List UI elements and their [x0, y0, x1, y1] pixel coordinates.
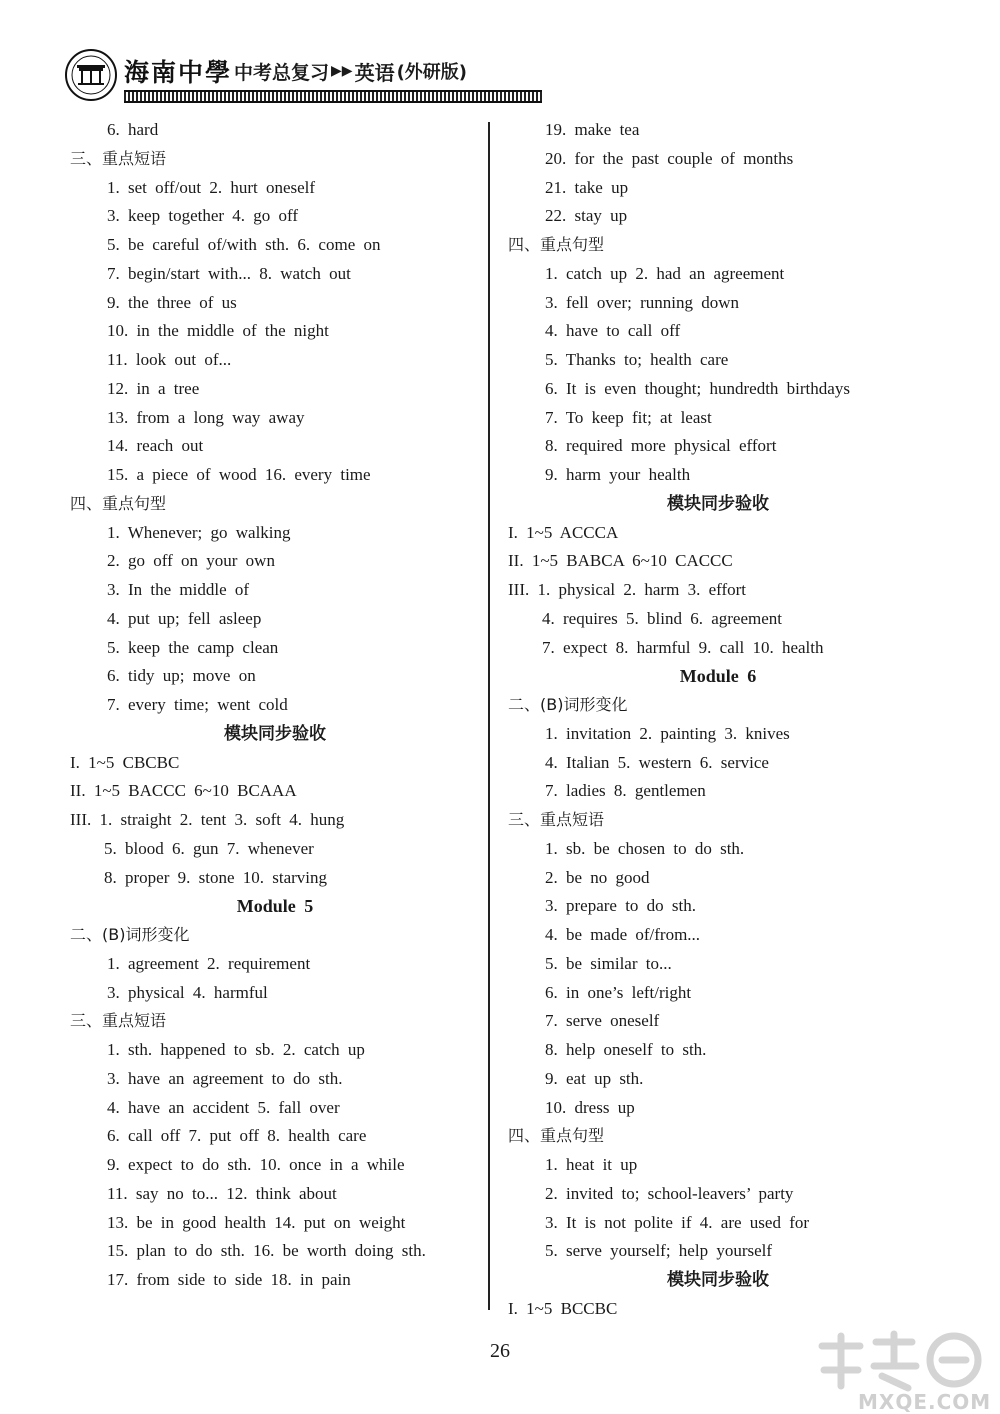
answer-line: 14. reach out — [107, 436, 204, 456]
answer-line: 11. look out of... — [107, 350, 232, 369]
answer-line: 8. required more physical effort — [545, 436, 777, 456]
answer-line: I. 1~5 BCCBC — [508, 1298, 618, 1318]
section-heading: 模块同步验收 — [667, 1270, 769, 1290]
subsection-heading: 四、重点句型 — [70, 493, 167, 513]
answer-line: 3. prepare to do sth. — [545, 896, 697, 916]
section-heading: 模块同步验收 — [667, 493, 769, 514]
watermark-text: MXQE.COM — [858, 1390, 992, 1414]
answer-line: 8. proper 9. stone 10. starving — [104, 867, 328, 887]
column-divider — [488, 122, 490, 1310]
answer-line: 5. Thanks to; health care — [545, 350, 729, 369]
subsection-heading: 二、(B)词形变化 — [70, 925, 190, 944]
section-heading: 模块同步验收 — [224, 723, 326, 744]
answer-line: 2. go off on your own — [107, 551, 275, 571]
answer-line: 1. agreement 2. requirement — [107, 953, 311, 973]
answer-line: 3. fell over; running down — [545, 292, 739, 312]
answer-line: 1. heat it up — [545, 1155, 638, 1174]
book-title: 中考总复习 — [234, 61, 330, 84]
arrow-icon: ▶▶ — [331, 63, 353, 79]
answer-line: III. 1. straight 2. tent 3. soft 4. hung — [70, 810, 345, 829]
answer-line: 13. be in good health 14. put on weight — [107, 1212, 406, 1232]
answer-line: II. 1~5 BACCC 6~10 BCAAA — [70, 781, 297, 801]
answer-line: 5. blood 6. gun 7. whenever — [104, 838, 314, 858]
answer-line: 6. It is even thought; hundredth birthdays — [545, 378, 850, 398]
answer-line: 2. be no good — [545, 867, 650, 887]
answer-line: 4. Italian 5. western 6. service — [545, 752, 769, 772]
subsection-heading: 三、重点短语 — [70, 1011, 167, 1031]
answer-line: 9. eat up sth. — [545, 1068, 644, 1088]
answer-line: 6. call off 7. put off 8. health care — [107, 1126, 367, 1146]
subsection-heading: 四、重点句型 — [508, 235, 605, 254]
answer-line: 7. begin/start with... 8. watch out — [107, 263, 351, 283]
subject-name: 英语 — [354, 60, 395, 85]
answer-line: 15. plan to do sth. 16. be worth doing sth. — [107, 1241, 426, 1261]
answer-line: 19. make tea — [545, 120, 640, 139]
answer-line: 4. put up; fell asleep — [107, 608, 262, 628]
answer-line: 9. expect to do sth. 10. once in a while — [107, 1155, 405, 1174]
page-number: 26 — [490, 1340, 510, 1362]
answer-line: 3. keep together 4. go off — [107, 206, 299, 226]
section-heading: Module 6 — [679, 666, 757, 687]
answer-line: 13. from a long way away — [107, 407, 305, 427]
answer-line: 9. the three of us — [107, 292, 237, 312]
answer-line: 7. serve oneself — [545, 1011, 660, 1031]
answer-line: 17. from side to side 18. in pain — [107, 1270, 351, 1289]
answer-line: III. 1. physical 2. harm 3. effort — [508, 580, 747, 599]
subsection-heading: 三、重点短语 — [508, 810, 605, 829]
answer-line: 15. a piece of wood 16. every time — [107, 465, 371, 484]
answer-line: I. 1~5 ACCCA — [508, 522, 619, 542]
answer-line: 4. be made of/from... — [545, 925, 701, 944]
answer-line: 1. sb. be chosen to do sth. — [545, 838, 745, 858]
answer-line: 12. in a tree — [107, 378, 200, 398]
answer-line: 3. physical 4. harmful — [107, 982, 268, 1002]
header-title — [124, 54, 482, 88]
answer-line: 21. take up — [545, 177, 629, 197]
edition-label: (外研版) — [396, 62, 468, 83]
answer-line: 2. invited to; school-leavers’ party — [545, 1183, 794, 1203]
answer-line: 6. hard — [107, 120, 159, 139]
school-name: 海南中學 — [124, 58, 233, 87]
answer-line: 7. ladies 8. gentlemen — [545, 781, 706, 801]
answer-line: II. 1~5 BABCA 6~10 CACCC — [508, 551, 733, 571]
answer-line: 4. have to call off — [545, 321, 681, 341]
answer-line: 5. be similar to... — [545, 953, 672, 973]
answer-line: 1. Whenever; go walking — [107, 522, 291, 542]
answer-line: 3. have an agreement to do sth. — [107, 1068, 343, 1088]
answer-line: 4. requires 5. blind 6. agreement — [542, 608, 782, 628]
answer-line: 10. dress up — [545, 1097, 635, 1117]
answer-line: 4. have an accident 5. fall over — [107, 1097, 340, 1117]
page-header — [62, 46, 482, 104]
school-emblem-icon — [64, 48, 118, 102]
answer-line: 3. In the middle of — [107, 580, 250, 599]
answer-line: 1. set off/out 2. hurt oneself — [107, 177, 316, 197]
subsection-heading: 四、重点句型 — [508, 1126, 605, 1146]
answer-line: 6. in one’s left/right — [545, 982, 692, 1002]
answer-line: 7. every time; went cold — [107, 695, 288, 714]
answer-line: 1. invitation 2. painting 3. knives — [545, 723, 790, 743]
subsection-heading: 三、重点短语 — [70, 148, 167, 168]
subsection-heading: 二、(B)词形变化 — [508, 695, 628, 714]
answer-line: 5. keep the camp clean — [107, 637, 279, 657]
answer-line: I. 1~5 CBCBC — [70, 752, 180, 772]
answer-line: 10. in the middle of the night — [107, 321, 329, 341]
header-rule — [124, 90, 542, 103]
answer-line: 7. expect 8. harmful 9. call 10. health — [542, 637, 824, 657]
section-heading: Module 5 — [236, 896, 314, 917]
answer-line: 22. stay up — [545, 206, 628, 226]
answer-line: 5. be careful of/with sth. 6. come on — [107, 235, 381, 254]
answer-line: 6. tidy up; move on — [107, 666, 256, 686]
answer-line: 8. help oneself to sth. — [545, 1040, 707, 1059]
answer-line: 11. say no to... 12. think about — [107, 1183, 337, 1203]
answer-line: 20. for the past couple of months — [545, 148, 794, 168]
answer-line: 5. serve yourself; help yourself — [545, 1241, 773, 1261]
answer-line: 1. catch up 2. had an agreement — [545, 263, 785, 283]
answer-line: 9. harm your health — [545, 465, 691, 484]
answer-line: 3. It is not polite if 4. are used for — [545, 1212, 810, 1232]
answer-line: 1. sth. happened to sb. 2. catch up — [107, 1040, 365, 1059]
answer-line: 7. To keep fit; at least — [545, 407, 712, 427]
